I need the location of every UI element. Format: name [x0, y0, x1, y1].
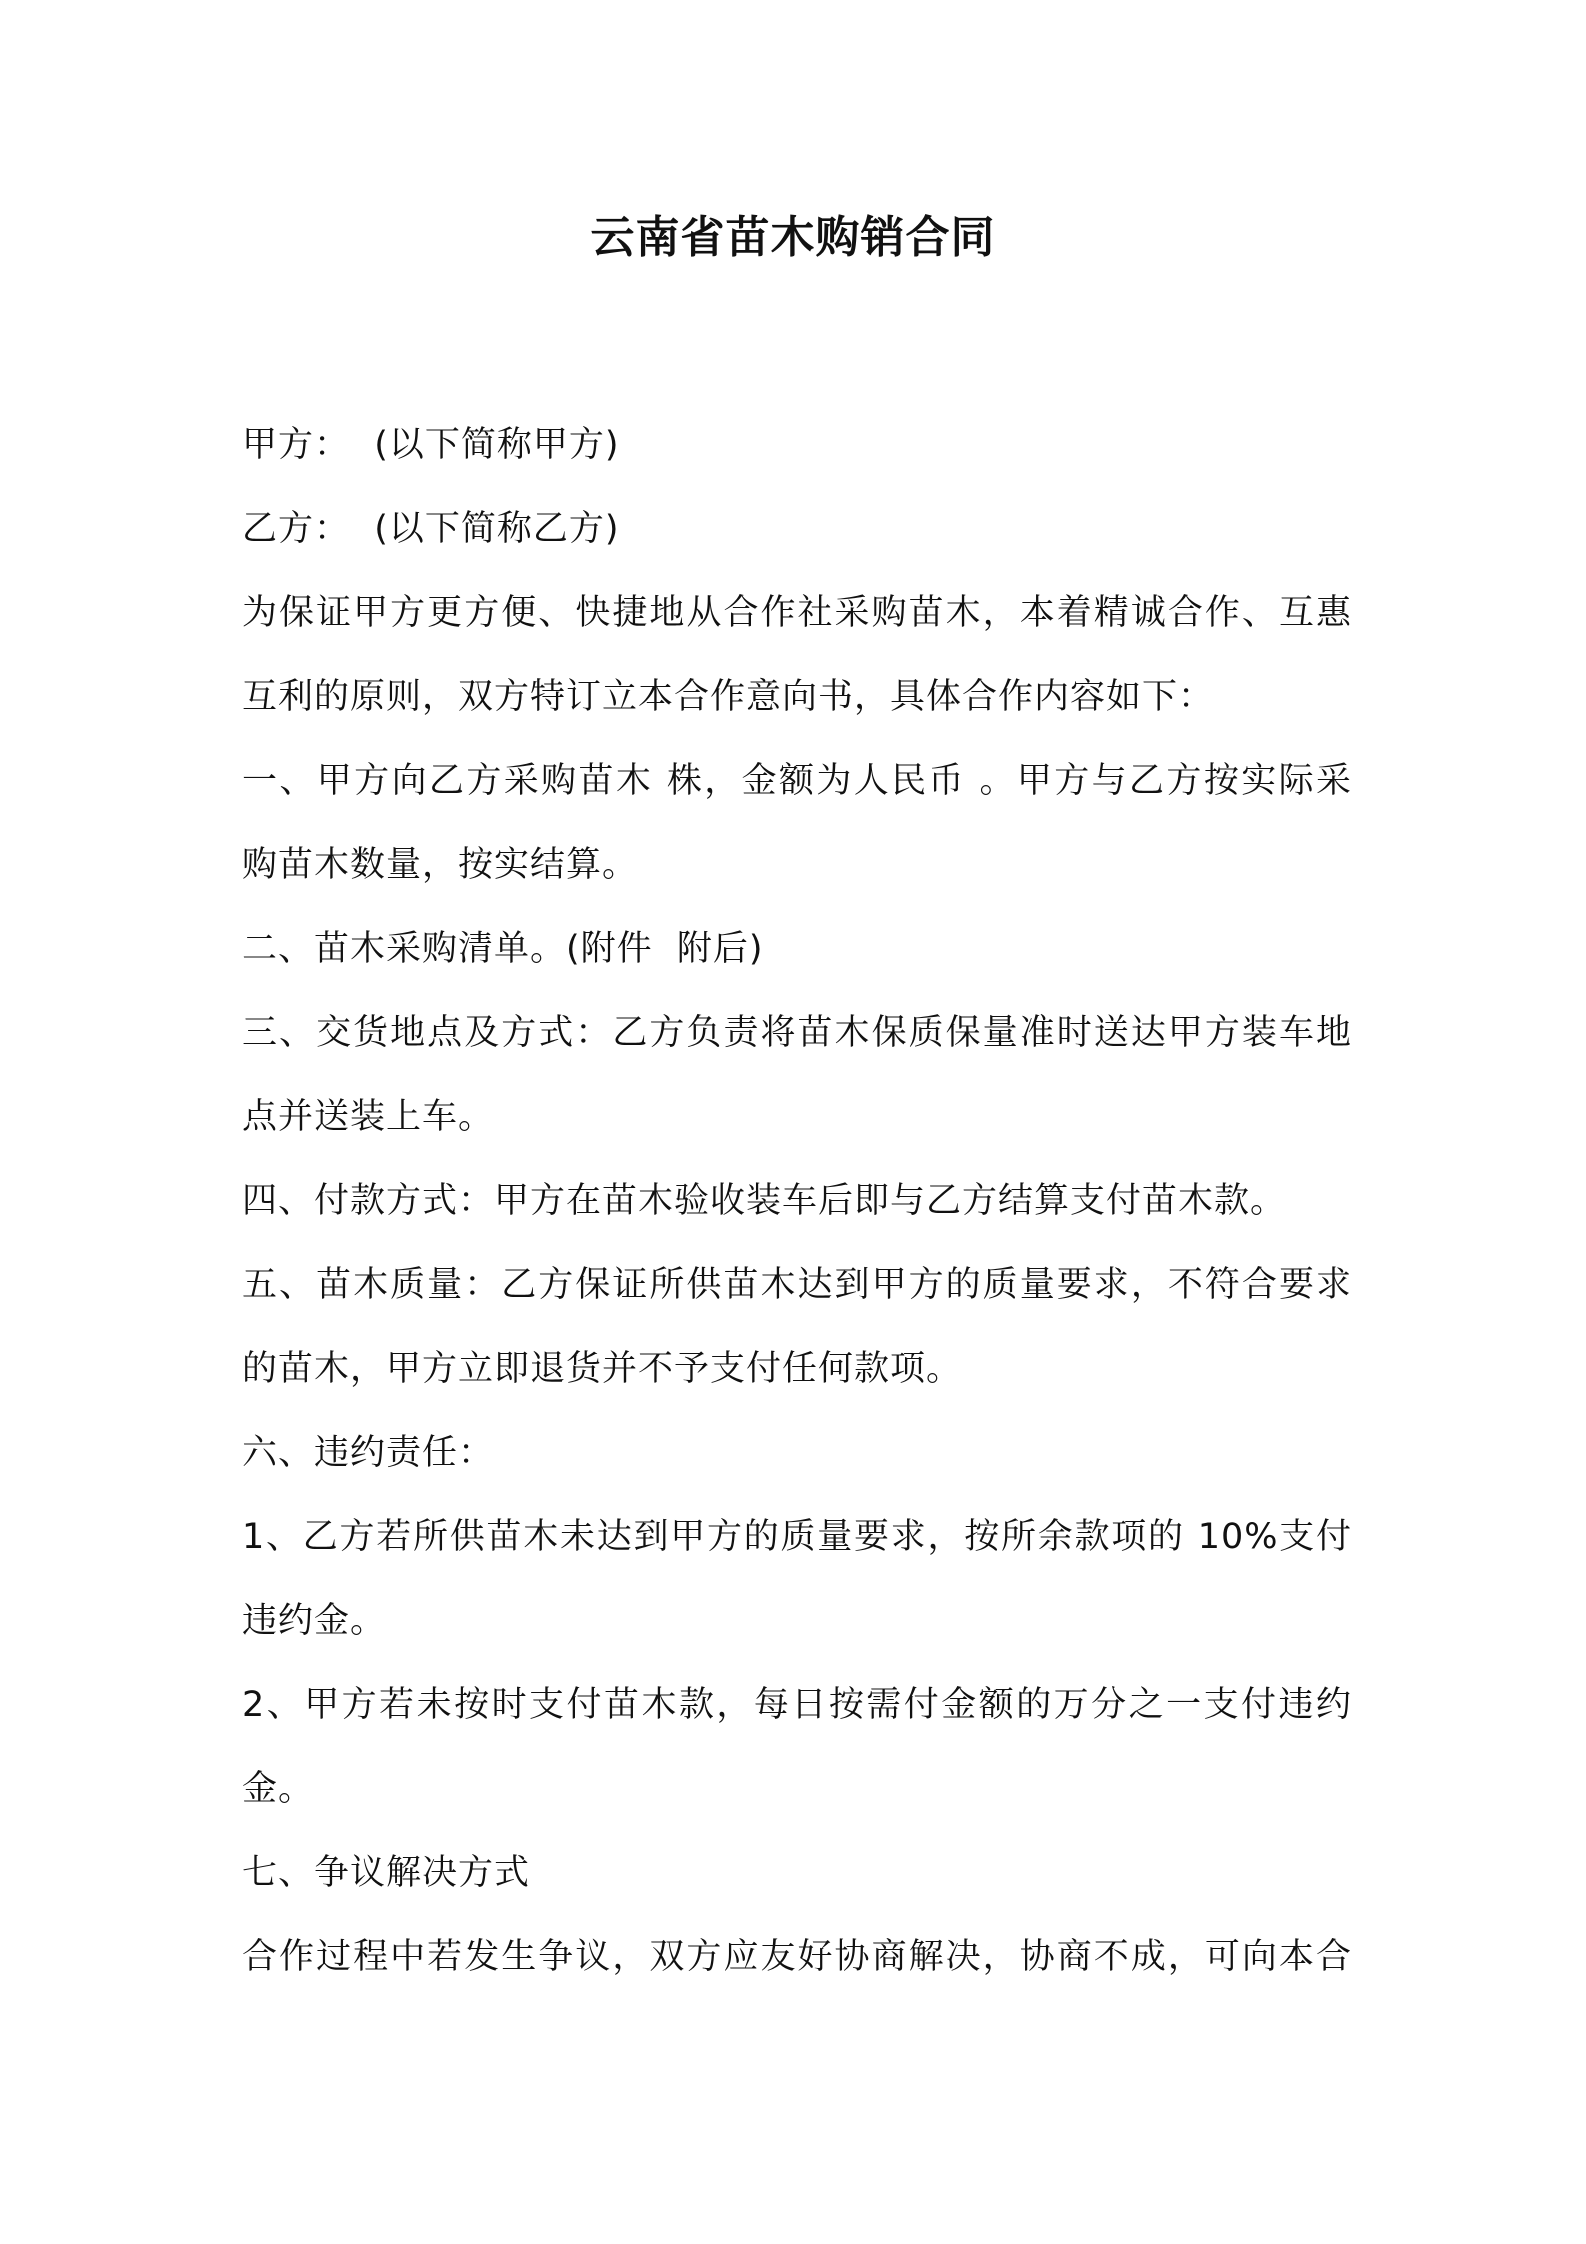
document-line: 点并送装上车。: [242, 1097, 495, 1137]
document-line: 乙方： (以下简称乙方): [242, 509, 620, 549]
document-body: [242, 403, 1352, 1999]
document-line: 二、苗木采购清单。(附件 附后): [242, 929, 764, 969]
document-line: 三、交货地点及方式：乙方负责将苗木保质保量准时送达甲方装车地: [242, 1013, 1352, 1053]
document-line: 金。: [242, 1769, 315, 1809]
document-line: 七、争议解决方式: [242, 1853, 531, 1893]
document-line: 购苗木数量，按实结算。: [242, 845, 639, 885]
document-line: 1、乙方若所供苗木未达到甲方的质量要求，按所余款项的 10%支付: [242, 1517, 1352, 1557]
document-line: 五、苗木质量：乙方保证所供苗木达到甲方的质量要求，不符合要求: [242, 1265, 1352, 1305]
document-line: 四、付款方式：甲方在苗木验收装车后即与乙方结算支付苗木款。: [242, 1181, 1287, 1221]
document-line: 违约金。: [242, 1601, 387, 1641]
document-line: 六、违约责任：: [242, 1433, 495, 1473]
document-line: 合作过程中若发生争议，双方应友好协商解决，协商不成，可向本合: [242, 1937, 1352, 1977]
document-line: 甲方： (以下简称甲方): [242, 425, 620, 465]
document-line: 为保证甲方更方便、快捷地从合作社采购苗木，本着精诚合作、互惠: [242, 593, 1352, 633]
document-line: 的苗木，甲方立即退货并不予支付任何款项。: [242, 1349, 963, 1389]
document-line: 一、甲方向乙方采购苗木 株，金额为人民币 。甲方与乙方按实际采: [242, 761, 1352, 801]
document-line: 互利的原则，双方特订立本合作意向书，具体合作内容如下：: [242, 677, 1215, 717]
document-title: 云南省苗木购销合同: [590, 212, 996, 263]
document-line: 2、甲方若未按时支付苗木款，每日按需付金额的万分之一支付违约: [242, 1685, 1352, 1725]
